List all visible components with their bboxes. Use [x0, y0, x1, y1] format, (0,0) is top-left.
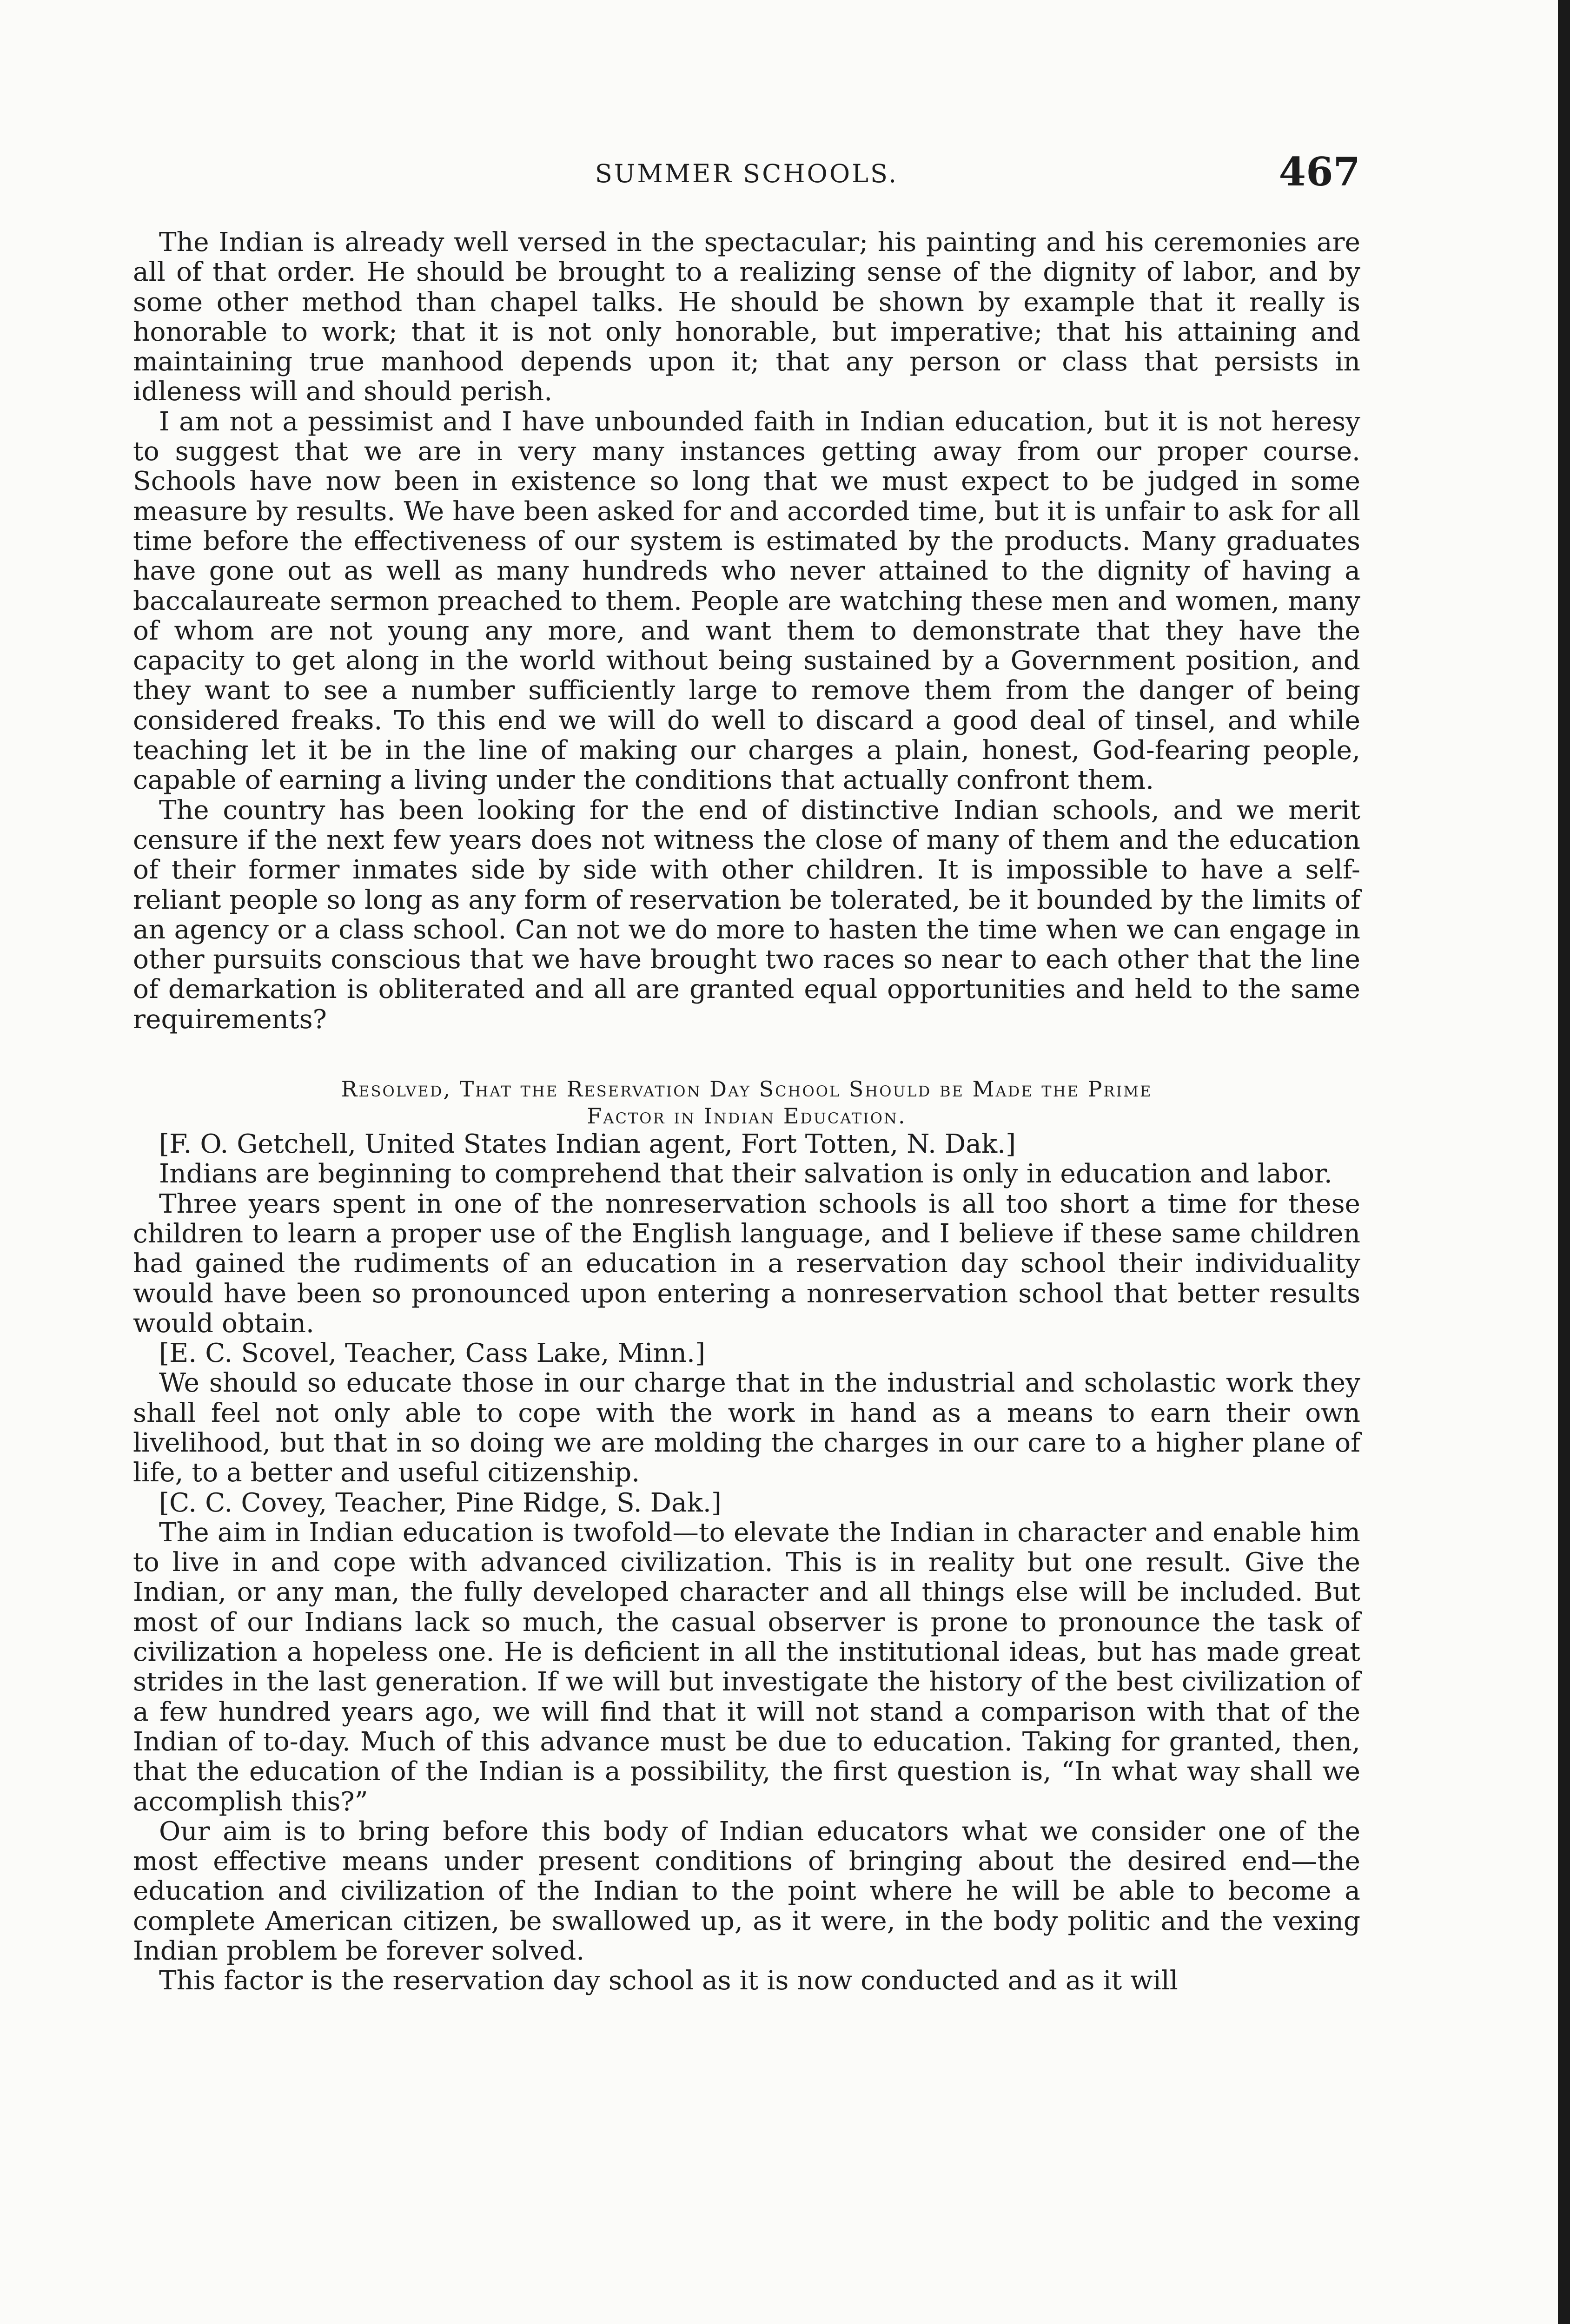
body-paragraph: I am not a pessimist and I have unbounded faith in Indian education, but it is not heresy to suggest that we are in very many instances getting away from our proper course. Schools have now been in existence so long that we must expect to be judged in some measure by results. We have been asked for and accorded time, but it is unfair to ask for all time before the effectiveness of our system is estimated by the products. Many graduates have gone out as well as many hundreds who never attained to the dignity of having a baccalaureate sermon preached to them. People are watching these men and women, many of whom are not young any more, and want them to demonstrate that they have the capacity to get along in the world without being sustained by a Government position, and they want to see a number sufficiently large to remove them from the danger of being considered freaks. To this end we will do well to discard a good deal of tinsel, and while teaching let it be in the line of making our charges a plain, honest, God-fearing people, capable of earning a living under the conditions that actually confront them.: [133, 406, 1360, 796]
attribution: [C. C. Covey, Teacher, Pine Ridge, S. Dak.]: [159, 1487, 722, 1518]
section-heading-line: Factor in Indian Education.: [587, 1103, 907, 1129]
section-heading-line: Resolved, That the Reservation Day School Should be Made the Prime: [341, 1076, 1153, 1102]
body-paragraph: The Indian is already well versed in the spectacular; his painting and his ceremonies are all of that order. He should be brought to a realizing sense of the dignity of labor, and by some other method than chapel talks. He should be shown by example that it really is honorable to work; that it is not only honorable, but imperative; that his attaining and maintaining true manhood depends upon it; that any person or class that persists in idleness will and should perish.: [133, 227, 1360, 407]
section-heading: [133, 1076, 1360, 1129]
body-paragraph: This factor is the reservation day school as it is now conducted and as it will: [159, 1966, 1178, 1996]
page-header: [133, 149, 1360, 200]
attribution: [F. O. Getchell, United States Indian agent, Fort Totten, N. Dak.]: [159, 1129, 1016, 1160]
page-number: 467: [1279, 149, 1360, 195]
body-paragraph: Indians are beginning to comprehend that their salvation is only in education and labor.: [159, 1159, 1332, 1189]
body-paragraph: The aim in Indian education is twofold—to elevate the Indian in character and enable him to live in and cope with advanced civilization. This is in reality but one result. Give the Indian, or any man, the fully developed character and all things else will be included. But most of our Indians lack so much, the casual observer is prone to pronounce the task of civilization a hopeless one. He is deficient in all the institutional ideas, but has made great strides in the last generation. If we will but investigate the history of the best civilization of a few hundred years ago, we will find that it will not stand a comparison with that of the Indian of to-day. Much of this advance must be due to education. Taking for granted, then, that the education of the Indian is a possibility, the first question is, “In what way shall we accomplish this?”: [133, 1517, 1360, 1817]
body-paragraph: We should so educate those in our charge that in the industrial and scholastic work they shall feel not only able to cope with the work in hand as a means to earn their own livelihood, but that in so doing we are molding the charges in our care to a higher plane of life, to a better and useful citizenship.: [133, 1368, 1360, 1488]
body-paragraph: Three years spent in one of the nonreservation schools is all too short a time for these children to learn a proper use of the English language, and I believe if these same children had gained the rudiments of an education in a reservation day school their individuality would have been so pronounced upon entering a nonreservation school that better results would obtain.: [133, 1188, 1360, 1339]
body-paragraph: The country has been looking for the end of distinctive Indian schools, and we merit censure if the next few years does not witness the close of many of them and the education of their former inmates side by side with other children. It is impossible to have a self-reliant people so long as any form of reservation be tolerated, be it bounded by the limits of an agency or a class school. Can not we do more to hasten the time when we can engage in other pursuits conscious that we have brought two races so near to each other that the line of demarkation is obliterated and all are granted equal opportunities and held to the same requirements?: [133, 795, 1360, 1035]
running-head: SUMMER SCHOOLS.: [595, 159, 899, 188]
page-body: [133, 228, 1360, 1996]
attribution: [E. C. Scovel, Teacher, Cass Lake, Minn.]: [159, 1338, 706, 1369]
body-paragraph: Our aim is to bring before this body of Indian educators what we consider one of the most effective means under present conditions of bringing about the desired end—the education and civilization of the Indian to the point where he will be able to become a complete American citizen, be swallowed up, as it were, in the body politic and the vexing Indian problem be forever solved.: [133, 1816, 1360, 1967]
scan-edge: [1558, 0, 1570, 2324]
